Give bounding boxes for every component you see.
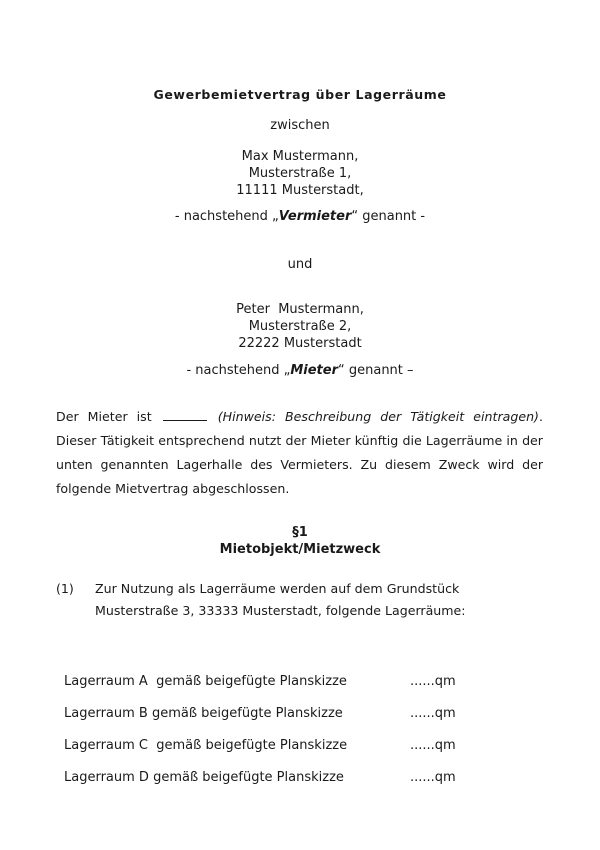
tenant-address — [0, 301, 600, 352]
landlord-designation — [0, 208, 600, 225]
tenant-street: Musterstraße 2, — [248, 319, 352, 334]
room-size: ......qm — [410, 674, 456, 689]
tenant-role: Mieter — [290, 363, 338, 378]
landlord-note-prefix: - nachstehend „ — [174, 209, 279, 224]
clause-number: (1) — [56, 581, 74, 596]
landlord-street: Musterstraße 1, — [248, 166, 352, 181]
room-label: Lagerraum C gemäß beigefügte Planskizze — [64, 738, 348, 753]
room-size: ......qm — [410, 706, 456, 721]
landlord-city: 11111 Musterstadt, — [236, 183, 364, 198]
between-label: zwischen — [270, 118, 330, 133]
landlord-name: Max Mustermann, — [241, 149, 359, 164]
room-size: ......qm — [410, 770, 456, 785]
room-label: Lagerraum B gemäß beigefügte Planskizze — [64, 706, 343, 721]
tenant-note-suffix: “ genannt – — [338, 363, 414, 378]
intro-after-hint: . Dieser Tätigkeit entsprechend nutzt der Mieter künftig die Lagerräume in der unten genannten Lagerhalle des Vermieters. Zu diesem Zweck wird der folgende Mietvertrag abgeschlossen. — [56, 409, 543, 496]
intro-hint: (Hinweis: Beschreibung der Tätigkeit eintragen) — [217, 409, 539, 424]
tenant-designation — [0, 362, 600, 379]
landlord-note-suffix: “ genannt - — [351, 209, 426, 224]
landlord-address — [0, 148, 600, 199]
landlord-role: Vermieter — [278, 209, 352, 224]
room-label: Lagerraum A gemäß beigefügte Planskizze — [64, 674, 347, 689]
clause-text: Zur Nutzung als Lagerräume werden auf dem Grundstück Musterstraße 3, 33333 Musterstadt, folgende Lagerräume: — [95, 581, 466, 618]
intro-before-blank: Der Mieter ist — [56, 409, 152, 424]
tenant-note-prefix: - nachstehend „ — [186, 363, 291, 378]
section-number: §1 — [292, 525, 308, 540]
room-label: Lagerraum D gemäß beigefügte Planskizze — [64, 770, 344, 785]
tenant-city: 22222 Musterstadt — [238, 336, 362, 351]
document-title: Gewerbemietvertrag über Lagerräume — [153, 87, 447, 102]
tenant-name: Peter Mustermann, — [236, 302, 364, 317]
room-size: ......qm — [410, 738, 456, 753]
section-heading: Mietobjekt/Mietzweck — [219, 542, 381, 557]
activity-blank-line — [163, 409, 207, 421]
and-label: und — [287, 257, 313, 272]
intro-paragraph — [56, 405, 543, 501]
